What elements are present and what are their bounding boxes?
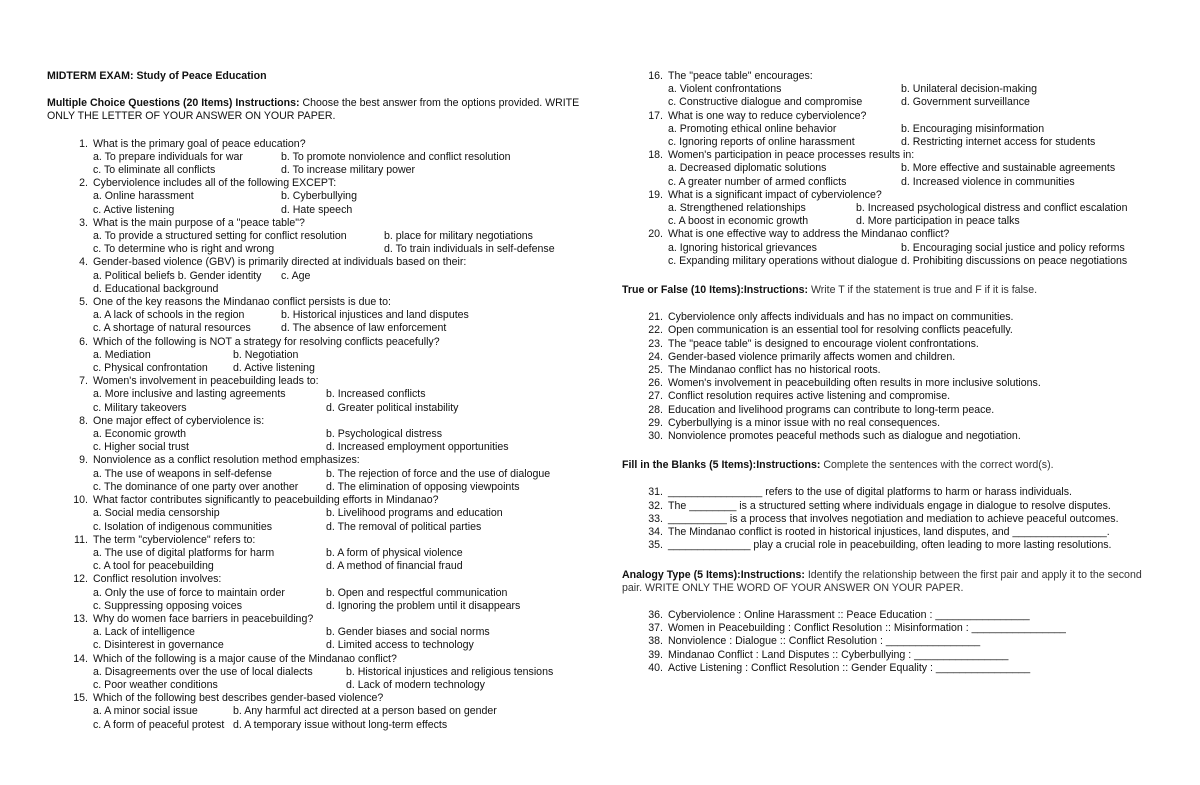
question-row — [47, 653, 583, 666]
answer-options — [47, 626, 583, 652]
question-number: 16. — [648, 70, 663, 82]
answer-option: a. To provide a structured setting for conflict resolution — [93, 230, 347, 243]
question-text: Gender-based violence (GBV) is primarily directed at individuals based on their: — [93, 256, 467, 269]
item-text: The Mindanao conflict has no historical roots. — [668, 364, 881, 377]
answer-option: c. Active listening — [93, 203, 175, 216]
answer-option: a. Disagreements over the use of local dialects — [93, 665, 313, 678]
question-row — [622, 70, 1158, 83]
item-text: Nonviolence : Dialogue :: Conflict Resolution : ________________ — [668, 635, 981, 648]
answer-option: d. Government surveillance — [901, 96, 1030, 109]
item-text: Women in Peacebuilding : Conflict Resolution :: Misinformation : ________________ — [668, 622, 1066, 635]
item-number: 33. — [648, 512, 663, 525]
question-number: 2. — [79, 177, 88, 190]
analogy-item — [622, 662, 1158, 675]
item-number: 28. — [648, 403, 663, 416]
answer-option: b. The rejection of force and the use of dialogue — [326, 467, 551, 480]
item-number: 35. — [648, 539, 663, 552]
fill-item — [622, 513, 1158, 526]
question-text: Which of the following is a major cause of the Mindanao conflict? — [93, 652, 397, 665]
item-number: 34. — [648, 526, 663, 539]
answer-option: c. A form of peaceful protest — [93, 718, 225, 731]
right-column — [622, 70, 1158, 675]
item-number: 29. — [648, 416, 663, 429]
tf-instructions-text: Write T if the statement is true and F if it is false. — [808, 284, 1038, 297]
mcq-question — [622, 189, 1158, 229]
answer-option: b. To promote nonviolence and conflict resolution — [281, 150, 511, 163]
answer-options — [47, 270, 583, 296]
answer-option: d. A temporary issue without long-term effects — [233, 718, 448, 731]
answer-option: a. A lack of schools in the region — [93, 309, 245, 322]
answer-option: a. Promoting ethical online behavior — [668, 122, 837, 135]
mcq-question — [47, 177, 583, 217]
item-number: 40. — [648, 661, 663, 674]
question-number: 20. — [648, 228, 663, 241]
answer-options — [622, 202, 1158, 228]
answer-options — [47, 547, 583, 573]
answer-options — [47, 587, 583, 613]
question-row — [47, 534, 583, 547]
item-number: 21. — [648, 311, 663, 324]
fill-heading: Fill in the Blanks (5 Items):Instructions: — [622, 459, 821, 472]
item-number: 30. — [648, 430, 663, 443]
question-row — [47, 613, 583, 626]
question-text: One of the key reasons the Mindanao conflict persists is due to: — [93, 296, 391, 309]
item-text: ________________ refers to the use of digital platforms to harm or harass individuals. — [668, 486, 1072, 499]
question-text: The term "cyberviolence" refers to: — [93, 533, 256, 546]
question-text: What is a significant impact of cyberviolence? — [668, 188, 882, 201]
question-text: Which of the following is NOT a strategy for resolving conflicts peacefully? — [93, 335, 440, 348]
tf-heading: True or False (10 Items):Instructions: — [622, 284, 809, 297]
question-text: The "peace table" encourages: — [668, 70, 813, 82]
answer-option: d. The absence of law enforcement — [281, 322, 447, 335]
item-number: 24. — [648, 350, 663, 363]
item-text: Education and livelihood programs can contribute to long-term peace. — [668, 403, 995, 416]
question-number: 17. — [648, 109, 663, 122]
fill-item — [622, 486, 1158, 499]
mcq-question — [47, 692, 583, 732]
question-text: What is one way to reduce cyberviolence? — [668, 109, 867, 122]
fill-item — [622, 539, 1158, 552]
item-text: Open communication is an essential tool for resolving conflicts peacefully. — [668, 324, 1013, 337]
answer-option: d. A method of financial fraud — [326, 560, 463, 573]
answer-option: d. The elimination of opposing viewpoints — [326, 480, 520, 493]
tf-item — [622, 417, 1158, 430]
answer-option: a. Mediation — [93, 348, 151, 361]
answer-option: c. Military takeovers — [93, 401, 187, 414]
fill-blanks-section — [622, 459, 1158, 552]
tf-item — [622, 404, 1158, 417]
tf-item — [622, 430, 1158, 443]
analogy-section — [622, 569, 1158, 675]
answer-option: b. Any harmful act directed at a person based on gender — [233, 705, 497, 718]
answer-option: b. Historical injustices and religious tensions — [346, 665, 554, 678]
answer-option: d. Increased violence in communities — [901, 175, 1075, 188]
answer-option: b. Gender biases and social norms — [326, 626, 490, 639]
question-text: One major effect of cyberviolence is: — [93, 414, 265, 427]
answer-option: c. Poor weather conditions — [93, 678, 218, 691]
answer-options — [47, 428, 583, 454]
tf-item — [622, 324, 1158, 337]
answer-option: d. Educational background — [93, 282, 219, 295]
answer-option: d. Prohibiting discussions on peace negotiations — [901, 254, 1128, 267]
item-number: 27. — [648, 390, 663, 403]
question-text: What is the main purpose of a "peace table"? — [93, 216, 305, 229]
question-row — [47, 336, 583, 349]
answer-options — [47, 468, 583, 494]
question-number: 3. — [79, 216, 88, 229]
mcq-question — [47, 534, 583, 574]
item-text: Conflict resolution requires active listening and compromise. — [668, 390, 951, 403]
question-number: 5. — [79, 296, 88, 309]
question-row — [47, 256, 583, 269]
analogy-list — [622, 609, 1158, 675]
answer-options — [47, 151, 583, 177]
answer-option: b. A form of physical violence — [326, 546, 463, 559]
fill-instructions-text: Complete the sentences with the correct word(s). — [820, 459, 1054, 472]
question-text: What is one effective way to address the Mindanao conflict? — [668, 228, 950, 241]
true-false-section — [622, 284, 1158, 443]
question-row — [622, 189, 1158, 202]
mcq-question — [47, 296, 583, 336]
question-number: 7. — [79, 375, 88, 388]
item-text: The ________ is a structured setting where individuals engage in dialogue to resolve disputes. — [668, 499, 1111, 512]
tf-item — [622, 377, 1158, 390]
answer-option: d. Greater political instability — [326, 401, 459, 414]
mcq-instructions — [47, 97, 583, 123]
answer-options — [622, 162, 1158, 188]
tf-item — [622, 364, 1158, 377]
question-text: Women's participation in peace processes results in: — [668, 149, 915, 162]
answer-option: c. A shortage of natural resources — [93, 322, 251, 335]
mcq-question — [47, 573, 583, 613]
mcq-question — [622, 110, 1158, 150]
mcq-heading: Multiple Choice Questions (20 Items) Instructions: — [47, 97, 300, 110]
analogy-item — [622, 635, 1158, 648]
answer-option: c. To determine who is right and wrong — [93, 243, 275, 256]
mcq-question — [47, 336, 583, 376]
mcq-question — [47, 653, 583, 693]
answer-option: c. Age — [281, 269, 311, 282]
question-row — [622, 149, 1158, 162]
question-number: 6. — [79, 335, 88, 348]
analogy-heading: Analogy Type (5 Items):Instructions: — [622, 568, 805, 581]
answer-option: c. A greater number of armed conflicts — [668, 175, 847, 188]
question-text: Which of the following best describes gender-based violence? — [93, 692, 384, 705]
answer-option: d. Lack of modern technology — [346, 678, 485, 691]
answer-option: c. Disinterest in governance — [93, 639, 224, 652]
answer-option: a. The use of digital platforms for harm — [93, 546, 275, 559]
question-row — [622, 228, 1158, 241]
question-text: Why do women face barriers in peacebuilding? — [93, 612, 314, 625]
question-number: 8. — [79, 414, 88, 427]
item-text: The "peace table" is designed to encourage violent confrontations. — [668, 337, 979, 350]
item-number: 22. — [648, 324, 663, 337]
question-row — [622, 110, 1158, 123]
mcq-question — [47, 613, 583, 653]
mcq-question — [47, 494, 583, 534]
mcq-instructions-text: Choose the best answer from the options provided. WRITE ONLY THE LETTER OF YOUR ANSWER ON YOUR PAPER. — [47, 97, 580, 123]
answer-option: b. Increased conflicts — [326, 388, 426, 401]
item-text: The Mindanao conflict is rooted in historical injustices, land disputes, and ________________. — [668, 526, 1110, 539]
item-number: 25. — [648, 364, 663, 377]
question-number: 15. — [73, 692, 88, 705]
answer-option: d. Limited access to technology — [326, 639, 474, 652]
answer-option: b. place for military negotiations — [384, 230, 533, 243]
answer-option: d. To train individuals in self-defense — [384, 243, 555, 256]
mcq-question — [47, 375, 583, 415]
answer-option: b. Open and respectful communication — [326, 586, 508, 599]
answer-option: b. Livelihood programs and education — [326, 507, 503, 520]
answer-options — [47, 507, 583, 533]
question-row — [47, 494, 583, 507]
question-row — [47, 217, 583, 230]
answer-option: d. Ignoring the problem until it disappears — [326, 599, 521, 612]
answer-option: c. A tool for peacebuilding — [93, 560, 214, 573]
tf-item — [622, 390, 1158, 403]
answer-option: d. To increase military power — [281, 164, 416, 177]
mcq-question — [47, 256, 583, 296]
item-text: Nonviolence promotes peaceful methods such as dialogue and negotiation. — [668, 430, 1021, 443]
item-number: 39. — [648, 648, 663, 661]
item-text: Cyberviolence : Online Harassment :: Peace Education : ________________ — [668, 608, 1030, 621]
answer-option: b. Historical injustices and land disputes — [281, 309, 469, 322]
question-row — [47, 692, 583, 705]
item-number: 31. — [648, 486, 663, 499]
item-text: Cyberviolence only affects individuals and has no impact on communities. — [668, 311, 1014, 324]
question-row — [47, 375, 583, 388]
item-text: Women's involvement in peacebuilding often results in more inclusive solutions. — [668, 377, 1041, 390]
tf-list — [622, 311, 1158, 443]
mcq-question — [47, 415, 583, 455]
item-number: 37. — [648, 622, 663, 635]
question-number: 13. — [73, 612, 88, 625]
question-number: 19. — [648, 188, 663, 201]
answer-option: a. Decreased diplomatic solutions — [668, 162, 827, 175]
answer-option: a. Lack of intelligence — [93, 626, 195, 639]
fill-instructions — [622, 459, 1158, 472]
mcq-question — [622, 70, 1158, 110]
mcq-question — [622, 228, 1158, 268]
item-text: __________ is a process that involves negotiation and mediation to achieve peaceful outcomes. — [668, 512, 1119, 525]
analogy-item — [622, 609, 1158, 622]
question-number: 12. — [73, 573, 88, 586]
item-number: 36. — [648, 608, 663, 621]
answer-options — [622, 242, 1158, 268]
answer-option: d. Restricting internet access for students — [901, 136, 1096, 149]
analogy-item — [622, 622, 1158, 635]
answer-options — [47, 705, 583, 731]
answer-option: c. Physical confrontation — [93, 362, 208, 375]
question-text: Nonviolence as a conflict resolution method emphasizes: — [93, 454, 360, 467]
answer-option: d. Active listening — [233, 362, 315, 375]
mcq-list-right — [622, 70, 1158, 268]
answer-option: d. The removal of political parties — [326, 520, 482, 533]
fill-item — [622, 526, 1158, 539]
answer-option: b. Psychological distress — [326, 428, 442, 441]
answer-option: c. Constructive dialogue and compromise — [668, 96, 863, 109]
answer-option: b. Negotiation — [233, 348, 299, 361]
fill-list — [622, 486, 1158, 552]
answer-option: a. The use of weapons in self-defense — [93, 467, 272, 480]
question-number: 11. — [74, 533, 88, 546]
item-text: ______________ play a crucial role in peacebuilding, often leading to more lasting resolutions. — [668, 539, 1112, 552]
answer-option: a. Strengthened relationships — [668, 202, 806, 215]
question-number: 14. — [73, 652, 88, 665]
answer-option: d. More participation in peace talks — [856, 215, 1020, 228]
answer-option: c. Higher social trust — [93, 441, 189, 454]
answer-options — [622, 83, 1158, 109]
question-row — [47, 296, 583, 309]
exam-title: MIDTERM EXAM: Study of Peace Education — [47, 70, 267, 82]
answer-option: b. Increased psychological distress and conflict escalation — [856, 202, 1128, 215]
answer-option: c. Suppressing opposing voices — [93, 599, 242, 612]
analogy-item — [622, 649, 1158, 662]
mcq-question — [47, 454, 583, 494]
tf-item — [622, 351, 1158, 364]
item-number: 23. — [648, 337, 663, 350]
item-text: Cyberbullying is a minor issue with no real consequences. — [668, 416, 941, 429]
question-text: Women's involvement in peacebuilding leads to: — [93, 375, 319, 388]
question-text: Cyberviolence includes all of the following EXCEPT: — [93, 177, 337, 190]
answer-option: c. Expanding military operations without dialogue — [668, 254, 898, 267]
answer-option: d. Hate speech — [281, 203, 353, 216]
mcq-list-left — [47, 138, 583, 732]
answer-option: c. Isolation of indigenous communities — [93, 520, 273, 533]
answer-options — [47, 190, 583, 216]
answer-option: a. Violent confrontations — [668, 83, 782, 96]
item-text: Mindanao Conflict : Land Disputes :: Cyberbullying : ________________ — [668, 648, 1009, 661]
item-text: Gender-based violence primarily affects women and children. — [668, 350, 956, 363]
answer-option: c. Ignoring reports of online harassment — [668, 136, 855, 149]
mcq-question — [622, 149, 1158, 189]
answer-option: b. Encouraging misinformation — [901, 122, 1045, 135]
answer-options — [47, 666, 583, 692]
item-number: 26. — [648, 377, 663, 390]
answer-option: a. Social media censorship — [93, 507, 220, 520]
answer-option: a. Ignoring historical grievances — [668, 241, 817, 254]
question-text: What factor contributes significantly to peacebuilding efforts in Mindanao? — [93, 494, 439, 507]
answer-option: b. Encouraging social justice and policy reforms — [901, 241, 1125, 254]
item-text: Active Listening : Conflict Resolution :: Gender Equality : ________________ — [668, 661, 1031, 674]
tf-item — [622, 311, 1158, 324]
answer-option: b. Unilateral decision-making — [901, 83, 1038, 96]
answer-option: a. Only the use of force to maintain order — [93, 586, 285, 599]
question-number: 18. — [648, 149, 663, 162]
question-number: 4. — [79, 256, 88, 269]
analogy-instructions-text: Identify the relationship between the first pair and apply it to the second pair. WRITE ONLY THE WORD OF YOUR ANSWER ON YOUR PAPER. — [622, 568, 1142, 594]
answer-option: c. A boost in economic growth — [668, 215, 809, 228]
question-row — [47, 415, 583, 428]
item-number: 32. — [648, 499, 663, 512]
answer-option: a. More inclusive and lasting agreements — [93, 388, 286, 401]
answer-option: a. A minor social issue — [93, 705, 198, 718]
answer-option: a. Online harassment — [93, 190, 194, 203]
answer-option: b. More effective and sustainable agreements — [901, 162, 1116, 175]
question-row — [47, 573, 583, 586]
question-number: 1. — [79, 137, 88, 150]
question-row — [47, 454, 583, 467]
answer-option: c. The dominance of one party over another — [93, 480, 299, 493]
answer-option: b. Cyberbullying — [281, 190, 357, 203]
question-text: What is the primary goal of peace education? — [93, 137, 306, 150]
answer-option: d. Increased employment opportunities — [326, 441, 509, 454]
question-number: 10. — [73, 494, 88, 507]
mcq-question — [47, 217, 583, 257]
answer-option: c. To eliminate all conflicts — [93, 164, 216, 177]
answer-options — [47, 349, 583, 375]
answer-option: a. Economic growth — [93, 428, 187, 441]
answer-options — [47, 230, 583, 256]
question-text: Conflict resolution involves: — [93, 573, 222, 586]
question-number: 9. — [79, 454, 88, 467]
left-column — [47, 70, 583, 732]
answer-option: a. Political beliefs b. Gender identity — [93, 269, 262, 282]
tf-instructions — [622, 284, 1158, 297]
question-row — [47, 138, 583, 151]
answer-options — [47, 309, 583, 335]
answer-options — [622, 123, 1158, 149]
answer-option: a. To prepare individuals for war — [93, 150, 243, 163]
fill-item — [622, 500, 1158, 513]
answer-options — [47, 388, 583, 414]
mcq-question — [47, 138, 583, 178]
tf-item — [622, 338, 1158, 351]
analogy-instructions — [622, 569, 1158, 595]
item-number: 38. — [648, 635, 663, 648]
question-row — [47, 177, 583, 190]
